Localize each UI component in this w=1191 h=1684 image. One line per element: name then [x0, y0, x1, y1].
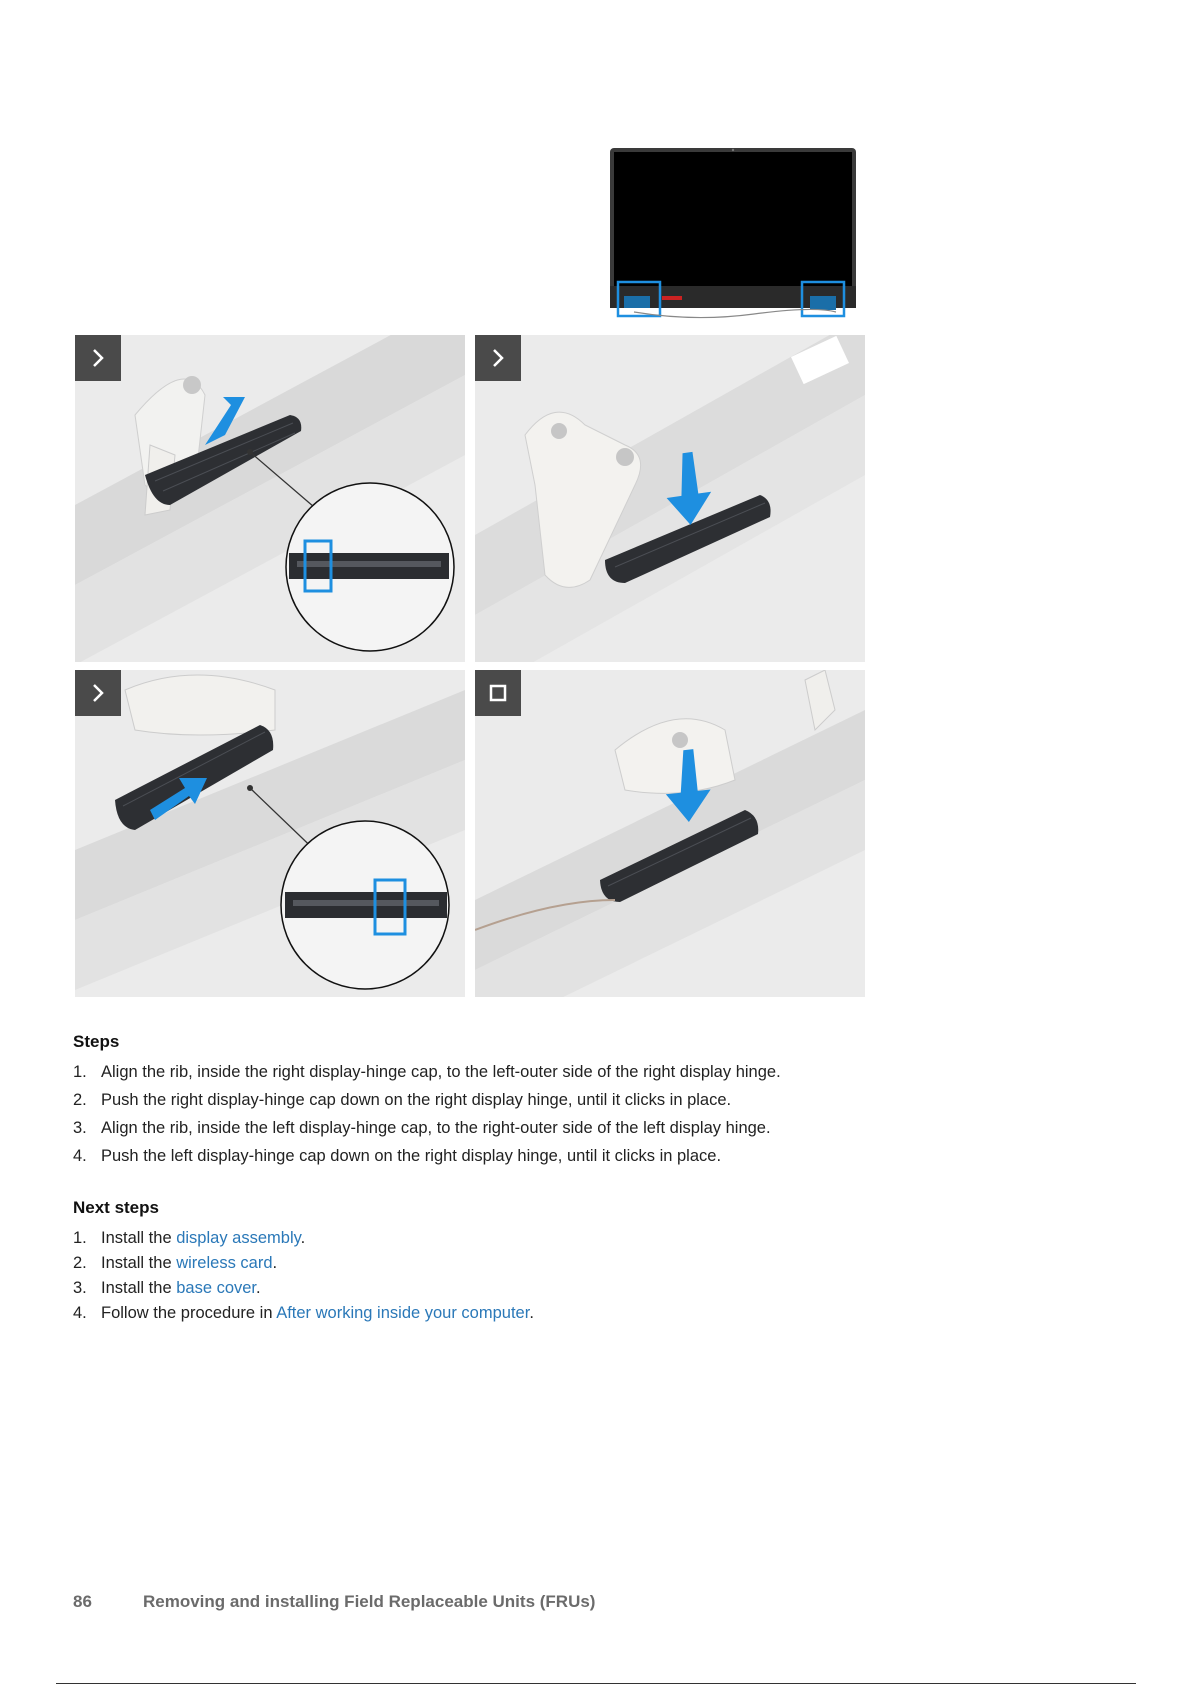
list-item: 4. Follow the procedure in After working inside your computer.	[73, 1304, 534, 1322]
next-steps-list	[73, 1229, 1093, 1329]
chapter-title: Removing and installing Field Replaceable Units (FRUs)	[143, 1592, 596, 1611]
list-item: 2. Push the right display-hinge cap down on the right display hinge, until it clicks in place.	[73, 1091, 732, 1109]
chevron-right-icon	[88, 348, 108, 368]
steps-heading: Steps	[73, 1032, 120, 1051]
steps-list	[73, 1063, 1093, 1175]
list-item: 3. Align the rib, inside the left display-hinge cap, to the right-outer side of the left display hinge.	[73, 1119, 771, 1137]
chevron-right-icon	[88, 683, 108, 703]
display-assembly-link[interactable]: display assembly	[176, 1229, 301, 1247]
list-item: 1. Align the rib, inside the right display-hinge cap, to the left-outer side of the right display hinge.	[73, 1063, 781, 1081]
stop-square-icon	[488, 683, 508, 703]
list-item: 4. Push the left display-hinge cap down on the right display hinge, until it clicks in place.	[73, 1147, 722, 1165]
step-badge	[475, 670, 521, 716]
after-working-link[interactable]: After working inside your computer	[276, 1304, 530, 1322]
step-2-panel	[475, 335, 865, 662]
next-steps-heading: Next steps	[73, 1198, 159, 1217]
list-item: 1. Install the display assembly.	[73, 1229, 306, 1247]
base-cover-link[interactable]: base cover	[176, 1279, 257, 1297]
list-item: 2. Install the wireless card.	[73, 1254, 278, 1272]
chevron-right-icon	[488, 348, 508, 368]
step-1-panel	[75, 335, 465, 662]
step-badge	[475, 335, 521, 381]
step-badge	[75, 670, 121, 716]
page-number: 86	[73, 1592, 92, 1611]
step-4-panel	[475, 670, 865, 997]
step-3-panel	[75, 670, 465, 997]
list-item: 3. Install the base cover.	[73, 1279, 261, 1297]
step-badge	[75, 335, 121, 381]
wireless-card-link[interactable]: wireless card	[176, 1254, 273, 1272]
laptop-overview-image	[604, 146, 866, 324]
